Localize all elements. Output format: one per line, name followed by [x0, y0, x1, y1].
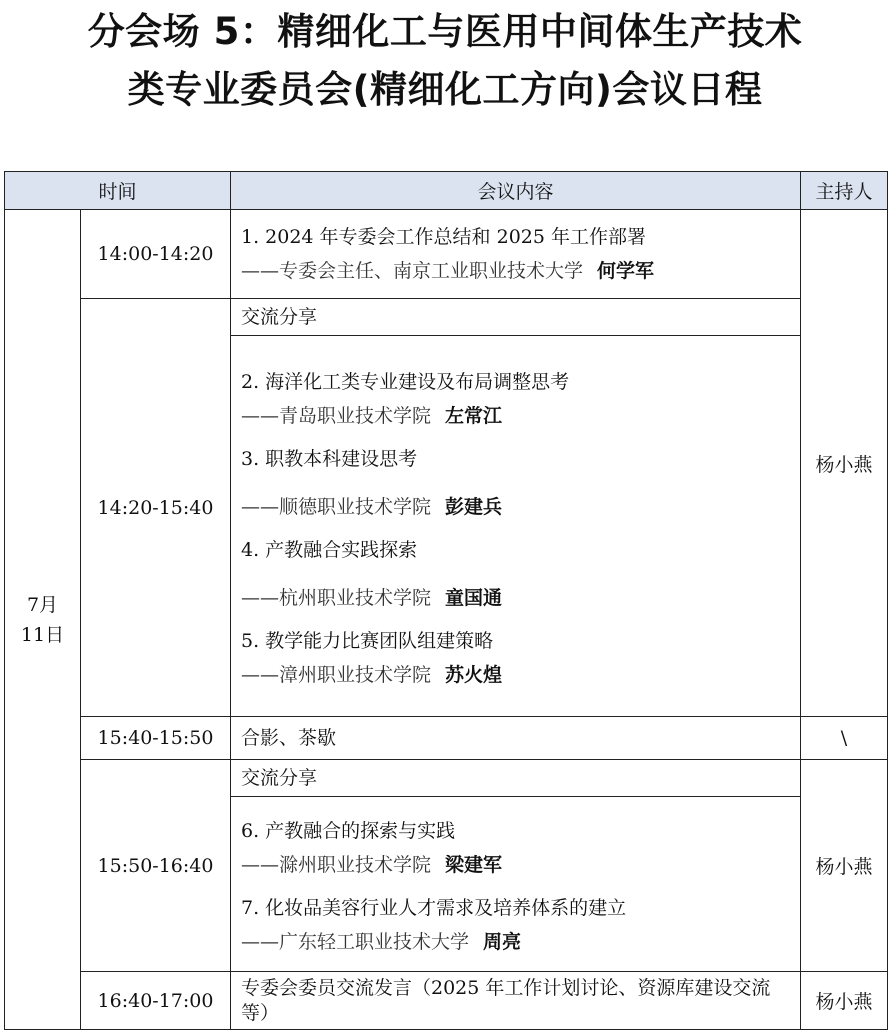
org-name: ——滁州职业技术学院: [241, 853, 432, 876]
org-name: ——漳州职业技术学院: [241, 663, 432, 686]
page-title-line-2: 类专业委员会(精细化工方向)会议日程: [127, 68, 763, 111]
talk-org: [241, 848, 800, 882]
host-cell: 杨小燕: [801, 210, 888, 717]
content-cell: 合影、茶歇: [231, 717, 801, 760]
content-cell: [231, 210, 801, 299]
agenda-item-org: [241, 254, 800, 288]
talk-item: [241, 891, 800, 959]
section-header: 交流分享: [231, 760, 801, 797]
agenda-item-title: 1. 2024 年专委会工作总结和 2025 年工作部署: [241, 226, 646, 248]
org-name: ——顺德职业技术学院: [241, 495, 432, 518]
speaker-name: 彭建兵: [445, 495, 503, 518]
host-cell: \: [801, 717, 888, 760]
talk-item: [241, 442, 800, 524]
org-name: ——专委会主任、南京工业职业技术大学: [241, 260, 584, 282]
content-cell: [231, 336, 801, 717]
talk-title: 6. 产教融合的探索与实践: [241, 819, 456, 842]
header-time: 时间: [5, 172, 231, 210]
date-day: 11日: [20, 623, 65, 646]
content-cell: 专委会委员交流发言（2025 年工作计划讨论、资源库建设交流等）: [231, 972, 801, 1030]
speaker-name: 梁建军: [445, 853, 503, 876]
time-cell: 15:50-16:40: [81, 760, 231, 972]
speaker-name: 童国通: [445, 586, 503, 609]
talk-org: [241, 581, 800, 615]
talk-title: 2. 海洋化工类专业建设及布局调整思考: [241, 370, 570, 393]
header-content: 会议内容: [231, 172, 801, 210]
talk-org: [241, 490, 800, 524]
page-title-line-1: 分会场 5：精细化工与医用中间体生产技术: [87, 10, 803, 53]
speaker-name: 左常江: [445, 404, 503, 427]
table-row: [5, 760, 888, 797]
table-row: [5, 972, 888, 1030]
table-row: [5, 717, 888, 760]
talk-item: [241, 533, 800, 615]
time-cell: 16:40-17:00: [81, 972, 231, 1030]
speaker-name: 何学军: [597, 260, 655, 282]
host-cell: 杨小燕: [801, 972, 888, 1030]
table-row: [5, 299, 888, 336]
talk-item: [241, 624, 800, 692]
header-host: 主持人: [801, 172, 888, 210]
time-cell: 15:40-15:50: [81, 717, 231, 760]
content-cell: [231, 797, 801, 972]
talk-item: [241, 814, 800, 882]
talk-title: 7. 化妆品美容行业人才需求及培养体系的建立: [241, 896, 627, 919]
org-name: ——广东轻工职业技术大学: [241, 930, 470, 953]
header-row: [5, 172, 888, 210]
talk-title: 4. 产教融合实践探索: [241, 538, 418, 561]
speaker-name: 周亮: [483, 930, 522, 953]
talk-org: [241, 658, 800, 692]
talk-org: [241, 925, 800, 959]
talk-org: [241, 399, 800, 433]
time-cell: 14:20-15:40: [81, 299, 231, 717]
schedule-table: [4, 171, 888, 1030]
section-header: 交流分享: [231, 299, 801, 336]
talk-title: 5. 教学能力比赛团队组建策略: [241, 629, 494, 652]
talk-title: 3. 职教本科建设思考: [241, 447, 418, 470]
date-cell: [5, 210, 81, 1030]
org-name: ——青岛职业技术学院: [241, 404, 432, 427]
host-cell: 杨小燕: [801, 760, 888, 972]
speaker-name: 苏火煌: [445, 663, 503, 686]
org-name: ——杭州职业技术学院: [241, 586, 432, 609]
date-month: 7月: [26, 593, 59, 616]
talk-item: [241, 365, 800, 433]
table-row: [5, 210, 888, 299]
time-cell: 14:00-14:20: [81, 210, 231, 299]
